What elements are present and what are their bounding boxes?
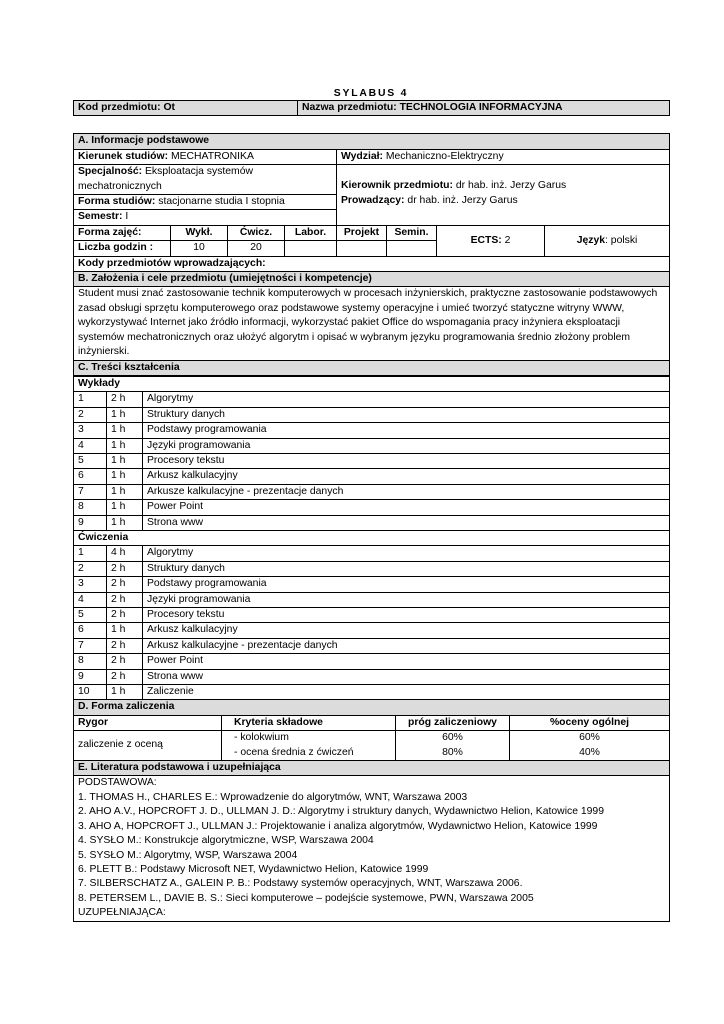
literature-list	[74, 776, 670, 921]
jezyk-value: : polski	[605, 234, 638, 246]
wyklady-hours: 1 h	[107, 407, 143, 422]
wyklady-no: 3	[74, 423, 107, 438]
ects-label: ECTS:	[470, 234, 502, 246]
cwiczenia-hours: 2 h	[107, 669, 143, 684]
wyklady-topic: Struktury danych	[143, 407, 670, 422]
cwiczenia-hours: 2 h	[107, 638, 143, 653]
wykl-label: Wykł.	[171, 225, 228, 240]
liczba-godzin-label: Liczba godzin :	[74, 241, 171, 256]
wyklady-row	[74, 438, 670, 453]
cwiczenia-row	[74, 561, 670, 576]
cwiczenia-no: 10	[74, 685, 107, 700]
rygor-value: zaliczenie z oceną	[74, 731, 222, 761]
cwiczenia-topic: Procesory tekstu	[143, 608, 670, 623]
wyklady-row	[74, 423, 670, 438]
cwiczenia-no: 1	[74, 546, 107, 561]
literature-item: PODSTAWOWA:	[78, 777, 157, 789]
wyklady-hours: 1 h	[107, 453, 143, 468]
kryterium-2: - ocena średnia z ćwiczeń	[234, 746, 354, 758]
wyklady-no: 1	[74, 392, 107, 407]
cwiczenia-row	[74, 638, 670, 653]
literature-item: 6. PLETT B.: Podstawy Microsoft NET, Wydawnictwo Helion, Katowice 1999	[78, 863, 429, 875]
wyklady-row	[74, 484, 670, 499]
wyklady-hours: 1 h	[107, 500, 143, 515]
prog-1: 60%	[442, 732, 463, 744]
cwiczenia-hours: 2 h	[107, 654, 143, 669]
jezyk-cell	[545, 225, 670, 256]
cwiczenia-no: 2	[74, 561, 107, 576]
wyklady-label: Wykłady	[74, 376, 670, 391]
wyklady-hours: 2 h	[107, 392, 143, 407]
section-e-heading: E. Literatura podstawowa i uzupełniająca	[74, 761, 670, 776]
forma-studiow-value: stacjonarne studia I stopnia	[158, 196, 285, 208]
labor-label: Labor.	[285, 225, 337, 240]
course-name-cell	[298, 101, 670, 116]
cwiczenia-row	[74, 546, 670, 561]
col-oceny: %oceny ogólnej	[510, 715, 670, 730]
ects-cell	[437, 225, 545, 256]
cwiczenia-no: 7	[74, 638, 107, 653]
kierownik-label: Kierownik przedmiotu:	[341, 180, 453, 192]
cwiczenia-hours: 2 h	[107, 608, 143, 623]
document-title: SYLABUS 4	[333, 88, 409, 99]
literature-item: 5. SYSŁO M.: Algorytmy, WSP, Warszawa 2004	[78, 849, 298, 861]
semestr-label: Semestr:	[78, 211, 123, 223]
projekt-label: Projekt	[337, 225, 387, 240]
kryterium-1: - kolokwium	[234, 732, 289, 744]
wyklady-topic: Procesory tekstu	[143, 453, 670, 468]
cwiczenia-topic: Arkusz kalkulacyjne - prezentacje danych	[143, 638, 670, 653]
cwicz-label: Ćwicz.	[228, 225, 285, 240]
cwiczenia-topic: Strona www	[143, 669, 670, 684]
wyklady-no: 8	[74, 500, 107, 515]
prowadzacy-label: Prowadzący:	[341, 194, 405, 206]
course-name-value: TECHNOLOGIA INFORMACYJNA	[399, 102, 563, 113]
jezyk-label: Język	[576, 234, 606, 246]
cwiczenia-topic: Algorytmy	[143, 546, 670, 561]
cwiczenia-row	[74, 623, 670, 638]
wyklady-topic: Arkusz kalkulacyjny	[143, 469, 670, 484]
cwiczenia-hours: 2 h	[107, 592, 143, 607]
wyklady-no: 9	[74, 515, 107, 530]
section-a-heading: A. Informacje podstawowe	[74, 134, 670, 149]
wyklady-row	[74, 500, 670, 515]
specjalnosc-label: Specjalność:	[78, 166, 143, 178]
semin-hours	[387, 241, 437, 256]
wyklady-hours: 1 h	[107, 423, 143, 438]
cwiczenia-no: 3	[74, 577, 107, 592]
section-c-heading: C. Treści kształcenia	[74, 360, 670, 375]
wydzial-label: Wydział:	[341, 150, 383, 162]
wyklady-no: 7	[74, 484, 107, 499]
course-name-label: Nazwa przedmiotu:	[302, 102, 397, 113]
wyklady-hours: 1 h	[107, 515, 143, 530]
wyklady-topic: Algorytmy	[143, 392, 670, 407]
cwiczenia-topic: Zaliczenie	[143, 685, 670, 700]
course-code-cell	[74, 101, 298, 116]
cwiczenia-hours: 1 h	[107, 623, 143, 638]
col-rygor: Rygor	[74, 715, 222, 730]
wyklady-topic: Strona www	[143, 515, 670, 530]
wydzial-value: Mechaniczno-Elektryczny	[385, 150, 504, 162]
wyklady-topic: Arkusze kalkulacyjne - prezentacje danych	[143, 484, 670, 499]
wyklady-no: 4	[74, 438, 107, 453]
wyklady-topic: Power Point	[143, 500, 670, 515]
literature-item: 1. THOMAS H., CHARLES E.: Wprowadzenie do algorytmów, WNT, Warszawa 2003	[78, 791, 468, 803]
kierownik-value: dr hab. inż. Jerzy Garus	[455, 180, 567, 192]
kody-label: Kody przedmiotów wprowadzających:	[74, 256, 670, 271]
literature-item: 3. AHO A, HOPCROFT J., ULLMAN J.: Projektowanie i analiza algorytmów, Wydawnictwo Helion, Katowice 1999	[78, 820, 598, 832]
literature-item: UZUPEŁNIAJĄCA:	[78, 907, 166, 919]
prog-cell	[396, 731, 510, 761]
col-prog: próg zaliczeniowy	[396, 715, 510, 730]
cwiczenia-row	[74, 669, 670, 684]
cwiczenia-row	[74, 577, 670, 592]
cwiczenia-hours: 4 h	[107, 546, 143, 561]
cwiczenia-no: 4	[74, 592, 107, 607]
cwiczenia-label: Ćwiczenia	[74, 530, 670, 545]
course-code-label: Kod przedmiotu:	[78, 102, 161, 113]
specjalnosc-value-2: mechatronicznych	[78, 180, 162, 192]
section-c-table	[73, 376, 670, 701]
ocena-cell	[510, 731, 670, 761]
cwiczenia-row	[74, 608, 670, 623]
wyklady-topic: Podstawy programowania	[143, 423, 670, 438]
cwiczenia-topic: Języki programowania	[143, 592, 670, 607]
cwiczenia-no: 6	[74, 623, 107, 638]
wyklady-hours: 1 h	[107, 469, 143, 484]
ocena-1: 60%	[579, 732, 600, 744]
cwiczenia-hours: 1 h	[107, 685, 143, 700]
cwiczenia-row	[74, 592, 670, 607]
section-b-heading: B. Założenia i cele przedmiotu (umiejętności i kompetencje)	[74, 272, 670, 287]
cwiczenia-topic: Struktury danych	[143, 561, 670, 576]
cwiczenia-no: 5	[74, 608, 107, 623]
cwiczenia-row	[74, 654, 670, 669]
cwicz-hours: 20	[228, 241, 285, 256]
wyklady-hours: 1 h	[107, 438, 143, 453]
wyklady-row	[74, 407, 670, 422]
cwiczenia-hours: 2 h	[107, 577, 143, 592]
cwiczenia-topic: Podstawy programowania	[143, 577, 670, 592]
kierunek-value: MECHATRONIKA	[170, 150, 254, 162]
kierunek-label: Kierunek studiów:	[78, 150, 169, 162]
section-d-table	[73, 700, 670, 921]
wyklady-no: 2	[74, 407, 107, 422]
col-kryteria: Kryteria składowe	[222, 715, 396, 730]
cwiczenia-no: 9	[74, 669, 107, 684]
literature-item: 2. AHO A.V., HOPCROFT J. D., ULLMAN J. D.: Algorytmy i struktury danych, Wydawnictwo Helion, Katowice 1999	[78, 806, 604, 818]
wyklady-hours: 1 h	[107, 484, 143, 499]
cwiczenia-topic: Power Point	[143, 654, 670, 669]
syllabus-document	[73, 88, 669, 922]
wyklady-no: 6	[74, 469, 107, 484]
header-table	[73, 100, 670, 116]
wyklady-row	[74, 453, 670, 468]
literature-item: 8. PETERSEM L., DAVIE B. S.: Sieci komputerowe – podejście systemowe, PWN, Warszawa 2005	[78, 892, 534, 904]
wykl-hours: 10	[171, 241, 228, 256]
kryteria-cell	[222, 731, 396, 761]
ocena-2: 40%	[579, 746, 600, 758]
wyklady-row	[74, 469, 670, 484]
cwiczenia-topic: Arkusz kalkulacyjny	[143, 623, 670, 638]
forma-studiow-label: Forma studiów:	[78, 196, 156, 208]
specjalnosc-value: Eksploatacja systemów	[145, 166, 253, 178]
ects-value: 2	[504, 234, 511, 246]
literature-item: 4. SYSŁO M.: Konstrukcje algorytmiczne, WSP, Warszawa 2004	[78, 835, 374, 847]
wyklady-no: 5	[74, 453, 107, 468]
labor-hours	[285, 241, 337, 256]
section-d-heading: D. Forma zaliczenia	[74, 700, 670, 715]
prog-2: 80%	[442, 746, 463, 758]
section-b-text: Student musi znać zastosowanie technik komputerowych w procesach inżynierskich, praktyczne zastosowanie podstawowych zasad obsługi sprzętu komputerowego oraz podstawowe systemy operacyjne i umieć tworzyć statyczne witryny WWW, wykorzystywać Internet jako źródło informacji, wykorzystać pakiet Office do wspomagania pracy inżyniera eksploatacji systemów mechatronicznych oraz ułożyć algorytm i opisać w wybranym języku programowania średnio złożony problem inżynierski.	[74, 287, 670, 360]
wyklady-topic: Języki programowania	[143, 438, 670, 453]
course-code-value: Ot	[163, 102, 175, 113]
cwiczenia-row	[74, 685, 670, 700]
wyklady-row	[74, 515, 670, 530]
cwiczenia-no: 8	[74, 654, 107, 669]
forma-zajec-label: Forma zajęć:	[74, 225, 171, 240]
semin-label: Semin.	[387, 225, 437, 240]
prowadzacy-value: dr hab. inż. Jerzy Garus	[407, 194, 518, 206]
semestr-value: I	[125, 211, 129, 223]
projekt-hours	[337, 241, 387, 256]
wyklady-row	[74, 392, 670, 407]
literature-item: 7. SILBERSCHATZ A., GALEIN P. B.: Podstawy systemów operacyjnych, WNT, Warszawa 2006.	[78, 878, 523, 890]
cwiczenia-hours: 2 h	[107, 561, 143, 576]
section-a-table	[73, 133, 670, 376]
